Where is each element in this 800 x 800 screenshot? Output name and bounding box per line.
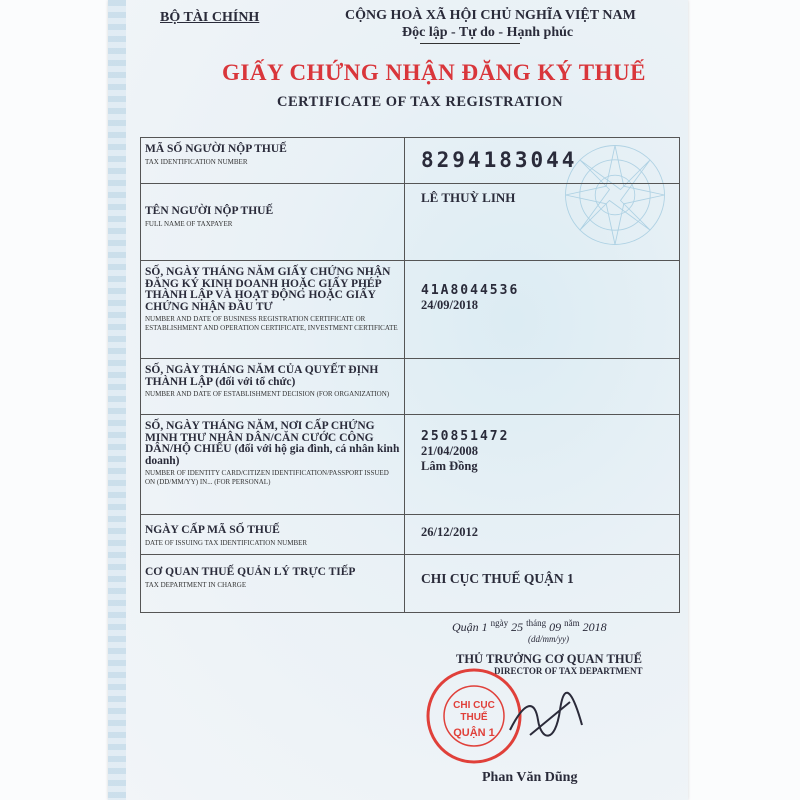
label-vn: TÊN NGƯỜI NỘP THUẾ xyxy=(145,205,274,217)
row-value xyxy=(405,184,680,261)
table-row xyxy=(141,515,680,555)
year-label: năm xyxy=(564,618,580,628)
label-vn: NGÀY CẤP MÃ SỐ THUẾ xyxy=(145,524,280,536)
id-card-date: 21/04/2008 xyxy=(421,444,478,458)
registration-table xyxy=(140,137,680,613)
table-row xyxy=(141,555,680,613)
svg-text:CHI CỤC: CHI CỤC xyxy=(453,700,495,711)
decorative-border xyxy=(108,0,126,800)
country-name: CỘNG HOÀ XÃ HỘI CHỦ NGHĨA VIỆT NAM xyxy=(345,8,636,23)
svg-text:THUẾ: THUẾ xyxy=(460,712,488,723)
row-label xyxy=(141,415,405,515)
label-vn-note: (đối với tổ chức) xyxy=(215,375,296,388)
authority-title-en: DIRECTOR OF TAX DEPARTMENT xyxy=(494,666,643,676)
business-reg-date: 24/09/2018 xyxy=(421,298,478,312)
label-en: NUMBER OF IDENTITY CARD/CITIZEN IDENTIFICATION/PASSPORT ISSUED ON (DD/MM/YY) IN... (FOR PERSONAL) xyxy=(145,469,389,486)
label-en: TAX DEPARTMENT IN CHARGE xyxy=(145,580,247,589)
row-value xyxy=(405,415,680,515)
row-label xyxy=(141,555,405,613)
row-label xyxy=(141,515,405,555)
label-vn: MÃ SỐ NGƯỜI NỘP THUẾ xyxy=(145,143,287,155)
id-card-number: 250851472 xyxy=(421,429,510,444)
issue-month: 09 xyxy=(549,620,562,634)
issue-day: 25 xyxy=(511,620,524,634)
svg-text:QUẬN 1: QUẬN 1 xyxy=(453,727,495,739)
issue-year: 2018 xyxy=(582,620,607,634)
row-value xyxy=(405,515,680,555)
tax-department-value: CHI CỤC THUẾ QUẬN 1 xyxy=(421,571,574,586)
label-vn xyxy=(145,365,400,388)
business-reg-number: 41A8044536 xyxy=(421,283,520,298)
row-value xyxy=(405,359,680,415)
issue-date-line xyxy=(452,618,607,635)
table-row xyxy=(141,415,680,515)
label-en: NUMBER AND DATE OF ESTABLISHMENT DECISION (FOR ORGANIZATION) xyxy=(145,390,390,398)
row-label xyxy=(141,184,405,261)
row-label xyxy=(141,261,405,359)
tax-id-issue-date: 26/12/2012 xyxy=(421,525,478,539)
document-title-en: CERTIFICATE OF TAX REGISTRATION xyxy=(277,94,564,110)
row-label xyxy=(141,359,405,415)
tax-id-value: 8294183044 xyxy=(421,148,578,172)
national-motto: Độc lập - Tự do - Hạnh phúc xyxy=(402,25,574,40)
id-card-place: Lâm Đồng xyxy=(421,459,478,473)
authority-title-vn: THỦ TRƯỞNG CƠ QUAN THUẾ xyxy=(456,652,642,666)
label-en: FULL NAME OF TAXPAYER xyxy=(145,219,233,228)
taxpayer-name-value: LÊ THUỲ LINH xyxy=(421,190,516,205)
table-row xyxy=(141,359,680,415)
document-title-vn: GIẤY CHỨNG NHẬN ĐĂNG KÝ THUẾ xyxy=(222,60,646,85)
signer-name: Phan Văn Dũng xyxy=(482,770,578,785)
label-vn xyxy=(145,421,400,467)
label-vn-main: SỐ, NGÀY THÁNG NĂM CỦA QUYẾT ĐỊNH THÀNH LẬP xyxy=(145,364,379,388)
date-format-note: (dd/mm/yy) xyxy=(528,634,569,644)
ministry-name: BỘ TÀI CHÍNH xyxy=(160,10,260,25)
table-row xyxy=(141,261,680,359)
handwritten-signature-icon xyxy=(500,690,590,750)
day-label: ngày xyxy=(490,618,509,628)
label-vn: SỐ, NGÀY THÁNG NĂM GIẤY CHỨNG NHẬN ĐĂNG KÝ KINH DOANH HOẶC GIẤY PHÉP THÀNH LẬP VÀ HOẠT ĐỘNG HOẶC GIẤY CHỨNG NHẬN ĐẦU TƯ xyxy=(145,266,391,313)
label-vn-note: (đối với hộ gia đình, cá nhân kinh doanh) xyxy=(145,443,400,467)
label-en: NUMBER AND DATE OF BUSINESS REGISTRATION CERTIFICATE OR ESTABLISHMENT AND OPERATION CERTIFICATE, INVESTMENT CERTIFICATE xyxy=(145,315,398,332)
row-label xyxy=(141,138,405,184)
issue-place: Quận 1 xyxy=(452,620,488,634)
row-value xyxy=(405,138,680,184)
row-value xyxy=(405,555,680,613)
label-vn-main: SỐ, NGÀY THÁNG NĂM, NƠI CẤP CHỨNG MINH THƯ NHÂN DÂN/CĂN CƯỚC CÔNG DÂN/HỘ CHIẾU xyxy=(145,420,375,455)
month-label: tháng xyxy=(526,618,547,628)
table-row xyxy=(141,184,680,261)
row-value xyxy=(405,261,680,359)
label-en: DATE OF ISSUING TAX IDENTIFICATION NUMBER xyxy=(145,538,308,547)
motto-underline xyxy=(420,43,520,44)
label-vn: CƠ QUAN THUẾ QUẢN LÝ TRỰC TIẾP xyxy=(145,566,356,578)
label-en: TAX IDENTIFICATION NUMBER xyxy=(145,157,248,166)
table-row xyxy=(141,138,680,184)
